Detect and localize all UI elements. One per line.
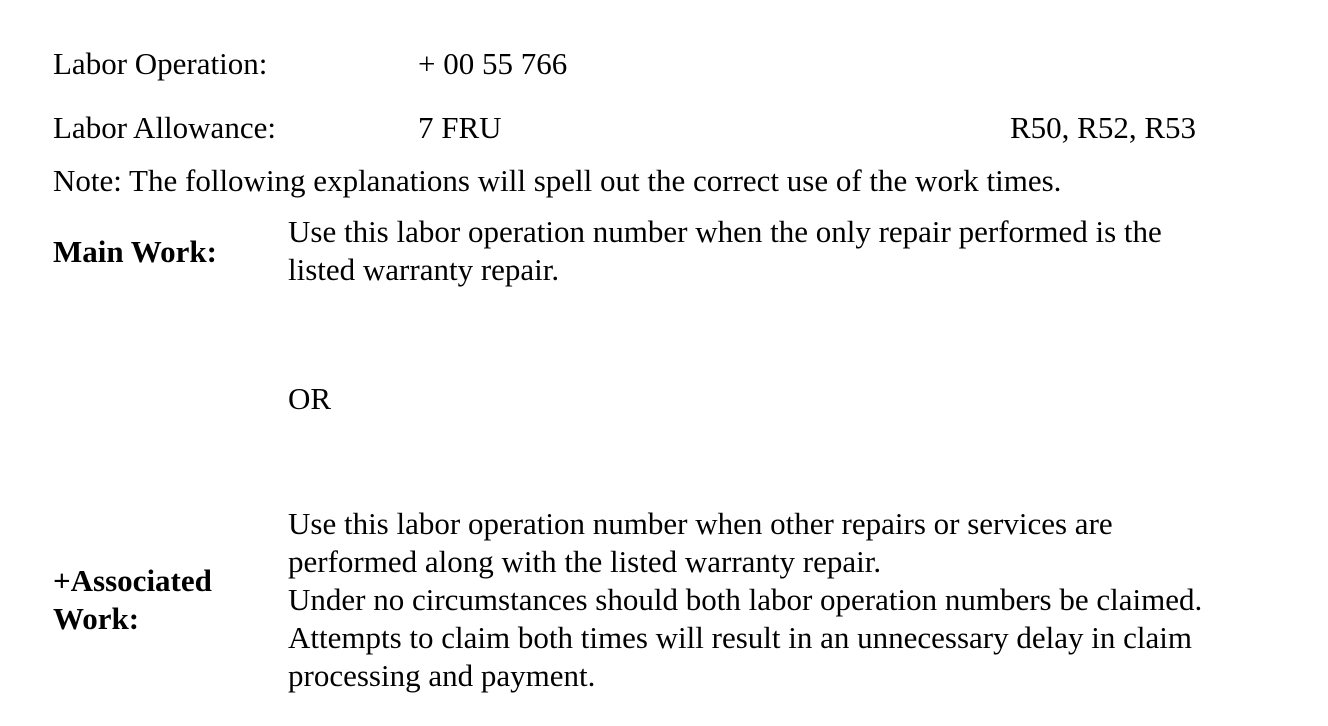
- labor-allowance-label: Labor Allowance:: [53, 110, 276, 145]
- labor-allowance-codes: R50, R52, R53: [1010, 110, 1197, 145]
- associated-work-label: [53, 562, 212, 638]
- associated-work-label-line: Work:: [53, 601, 140, 636]
- associated-work-line: Under no circumstances should both labor operation numbers be claimed.: [288, 582, 1203, 617]
- main-work-description: [288, 213, 1162, 289]
- note-text: Note: The following explanations will spell out the correct use of the work times.: [53, 163, 1062, 198]
- associated-work-line: processing and payment.: [288, 658, 596, 693]
- associated-work-line: Attempts to claim both times will result in an unnecessary delay in claim: [288, 620, 1192, 655]
- associated-work-line: performed along with the listed warranty repair.: [288, 544, 882, 579]
- associated-work-description: [288, 505, 1202, 695]
- main-work-line: Use this labor operation number when the only repair performed is the: [288, 214, 1162, 249]
- main-work-label: Main Work:: [53, 234, 217, 269]
- main-work-line: listed warranty repair.: [288, 252, 560, 287]
- labor-allowance-value: 7 FRU: [418, 110, 502, 145]
- labor-operation-value: + 00 55 766: [418, 46, 568, 81]
- or-text: OR: [288, 381, 332, 416]
- labor-operation-label: Labor Operation:: [53, 46, 268, 81]
- associated-work-line: Use this labor operation number when other repairs or services are: [288, 506, 1113, 541]
- associated-work-label-line: +Associated: [53, 563, 212, 598]
